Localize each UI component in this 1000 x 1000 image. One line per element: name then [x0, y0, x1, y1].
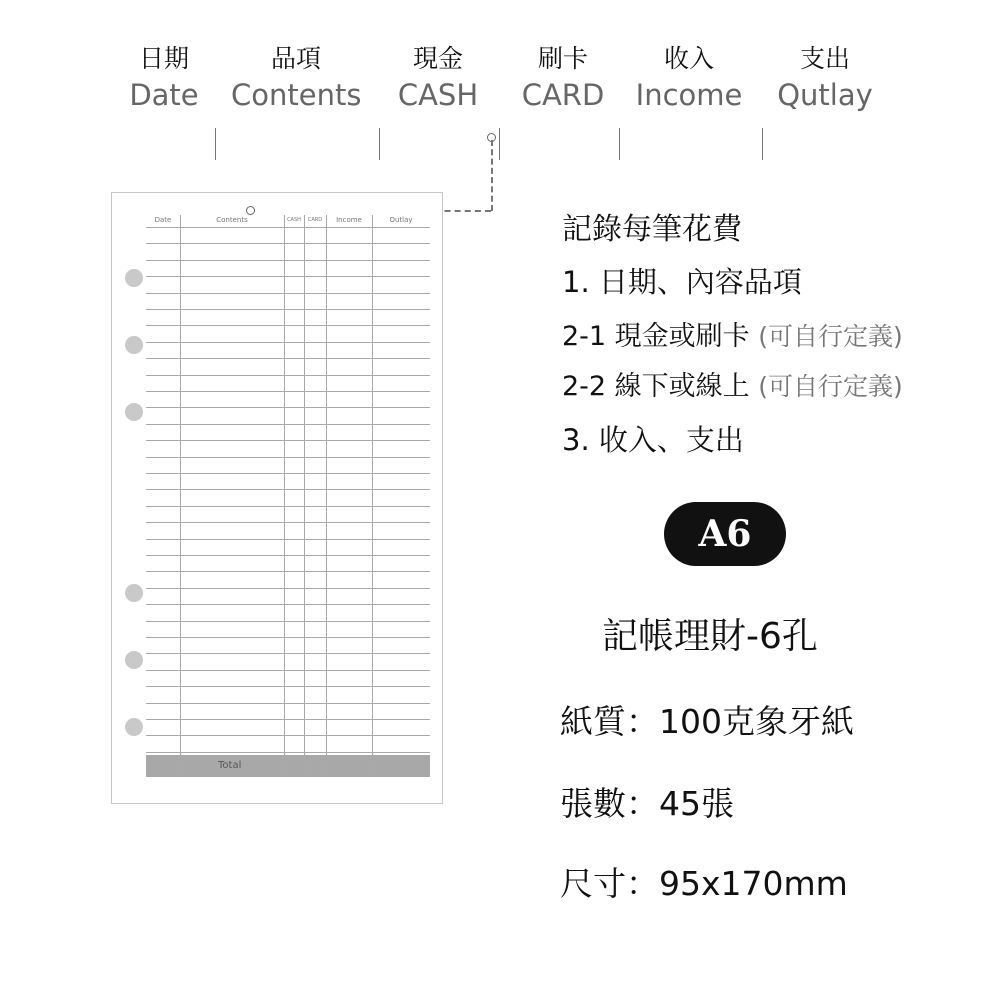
ledger-rule	[146, 604, 430, 605]
ledger-rule	[146, 506, 430, 507]
connector-line-vertical	[491, 140, 493, 211]
legend-outlay-zh: 支出	[799, 44, 850, 73]
legend-date-zh: 日期	[138, 44, 189, 73]
legend-cash-en: CASH	[397, 78, 479, 112]
spec-value: 95x170mm	[659, 864, 848, 903]
product-title: 記帳理財-6孔	[602, 616, 818, 657]
ledger-rule	[146, 457, 430, 458]
legend-contents-zh: 品項	[270, 44, 321, 73]
sheet-col-contents: Contents	[216, 216, 248, 224]
ledger-rule	[146, 653, 430, 654]
sheet-col-income: Income	[336, 216, 362, 224]
legend-separator	[379, 128, 380, 160]
spec-value: 45張	[659, 784, 734, 823]
binder-hole	[125, 718, 143, 736]
ledger-rule	[146, 686, 430, 687]
ledger-rule	[146, 309, 430, 310]
ledger-rule	[146, 670, 430, 671]
binder-hole	[125, 651, 143, 669]
ledger-rule	[146, 539, 430, 540]
ledger-rule	[146, 358, 430, 359]
legend-card-zh: 刷卡	[537, 44, 588, 73]
spec-label: 張數：	[560, 784, 659, 823]
legend-outlay	[775, 42, 875, 114]
legend-income	[631, 42, 747, 114]
total-label: Total	[218, 760, 242, 771]
spec-size	[560, 858, 848, 905]
description-item-text: 3. 收入、支出	[562, 423, 744, 457]
connector-dot-sheet	[246, 206, 255, 215]
ledger-column-rule	[304, 215, 305, 777]
ledger-rule	[146, 293, 430, 294]
ledger-rule	[146, 342, 430, 343]
description-item-text: 1. 日期、內容品項	[562, 265, 802, 299]
ledger-rule	[146, 719, 430, 720]
ledger-rule	[146, 489, 430, 490]
ledger-rule	[146, 588, 430, 589]
ledger-rule	[146, 375, 430, 376]
description-item	[562, 260, 802, 301]
binder-hole	[125, 269, 143, 287]
legend-income-en: Income	[635, 78, 743, 112]
legend-separator	[619, 128, 620, 160]
legend-contents	[231, 42, 361, 114]
legend-card	[513, 42, 613, 114]
description-item	[562, 314, 903, 353]
sheet-col-outlay: Outlay	[389, 216, 413, 224]
legend-cash-zh: 現金	[412, 44, 463, 73]
ledger-rule	[146, 424, 430, 425]
binder-hole	[125, 584, 143, 602]
ledger-column-rule	[180, 215, 181, 777]
ledger-rule	[146, 440, 430, 441]
ledger-rule	[146, 621, 430, 622]
spec-paper	[560, 696, 854, 743]
ledger-rule	[146, 325, 430, 326]
column-legend	[125, 42, 885, 122]
ledger-rule	[146, 243, 430, 244]
description-item-text: 2-2 線下或線上	[562, 371, 750, 402]
legend-card-en: CARD	[521, 78, 605, 112]
legend-income-zh: 收入	[663, 44, 714, 73]
ledger-rule	[146, 735, 430, 736]
ledger-rule	[146, 407, 430, 408]
binder-hole	[125, 336, 143, 354]
sheet-col-card: CARD	[307, 217, 323, 223]
legend-separator	[762, 128, 763, 160]
size-badge: A6	[664, 502, 786, 566]
legend-outlay-en: Qutlay	[777, 78, 873, 112]
ledger-rule	[146, 555, 430, 556]
ledger-column-rule	[372, 215, 373, 777]
binder-hole	[125, 403, 143, 421]
ledger-rule	[146, 522, 430, 523]
legend-separator	[499, 128, 500, 160]
legend-date	[125, 42, 203, 114]
planner-sheet	[111, 192, 443, 804]
ledger-grid	[146, 215, 430, 777]
spec-label: 尺寸：	[560, 864, 659, 903]
ledger-rule	[146, 473, 430, 474]
legend-contents-en: Contents	[231, 78, 362, 112]
description-item	[562, 364, 903, 403]
ledger-rule	[146, 703, 430, 704]
ledger-rule	[146, 276, 430, 277]
description-item-text: 2-1 現金或刷卡	[562, 321, 750, 352]
description-heading: 記錄每筆花費	[562, 212, 742, 247]
ledger-column-rule	[284, 215, 285, 777]
description-item-note: (可自行定義)	[758, 322, 903, 351]
ledger-rule	[146, 752, 430, 753]
spec-value: 100克象牙紙	[659, 702, 854, 741]
total-bar	[146, 755, 430, 777]
sheet-col-cash: CASH	[287, 217, 301, 223]
ledger-column-rule	[326, 215, 327, 777]
legend-cash	[393, 42, 483, 114]
spec-sheets	[560, 778, 734, 825]
ledger-rule	[146, 571, 430, 572]
description-item-note: (可自行定義)	[758, 372, 903, 401]
ledger-rule	[146, 391, 430, 392]
description-item	[562, 418, 744, 459]
ledger-rule	[146, 260, 430, 261]
legend-separator	[215, 128, 216, 160]
ledger-rule	[146, 637, 430, 638]
legend-date-en: Date	[129, 78, 199, 112]
ledger-rule	[146, 227, 430, 228]
spec-label: 紙質：	[560, 702, 659, 741]
sheet-col-date: Date	[154, 216, 172, 224]
